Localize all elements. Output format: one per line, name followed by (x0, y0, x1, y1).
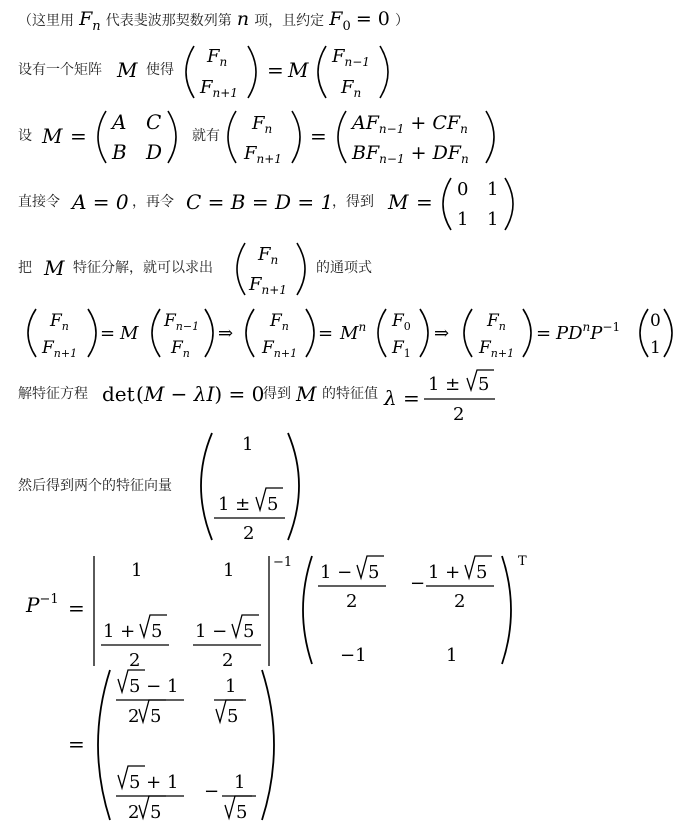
svg-text:Fn: $F_n$ (207, 46, 228, 69)
svg-text:=: = (318, 323, 334, 344)
svg-text:2: 2 (454, 591, 466, 612)
line7-text-get: 得到 (263, 386, 291, 402)
vector-Fn-Fn1 (228, 111, 300, 166)
intro-open: （这里用 (18, 13, 74, 29)
symbol-M: M (388, 190, 409, 214)
svg-text:Fn+1: $F_{n+1}$ (249, 274, 287, 297)
svg-text:=: = (68, 732, 85, 756)
svg-text:Fn+1: $F_{n+1}$ (42, 338, 78, 360)
intro-item: 项，且约定 (254, 13, 325, 29)
symbol-Fn: $F_n$ (79, 8, 101, 34)
svg-text:1: 1 (446, 645, 458, 666)
equals: = (70, 124, 87, 148)
line2-text-before: 设有一个矩阵 (18, 62, 102, 78)
svg-text:1 +: 1 + (428, 562, 461, 583)
svg-text:5: 5 (227, 706, 239, 727)
svg-text:F0: $F_0$ (392, 311, 411, 333)
line7-text-eig: 的特征值 (322, 386, 378, 402)
svg-text:1: 1 (242, 434, 254, 455)
transpose-mark: T (518, 554, 527, 569)
svg-text:Fn: $F_n$ (50, 311, 69, 333)
f0-value: = 0 (355, 8, 390, 30)
symbol-M: M (296, 382, 317, 406)
vector-Fn1-Fn (318, 46, 388, 100)
svg-text:D: D (146, 140, 163, 164)
svg-text:Fn−1: $F_{n-1}$ (332, 46, 370, 69)
svg-text:5: 5 (236, 802, 248, 823)
svg-text:2: 2 (128, 802, 140, 823)
svg-text:5: 5 (476, 562, 488, 583)
svg-text:Fn+1: $F_{n+1}$ (200, 77, 238, 100)
svg-text:⇒: ⇒ (218, 323, 234, 344)
svg-text:−1: −1 (273, 555, 293, 570)
svg-text:=: = (68, 596, 85, 620)
svg-text:Fn+1: $F_{n+1}$ (262, 338, 298, 360)
intro-mid: 代表斐波那契数列第 (105, 13, 232, 29)
svg-text:1 −: 1 − (195, 621, 228, 642)
p-inverse-equation (25, 554, 527, 671)
symbol-n: n (236, 8, 250, 30)
svg-text:0: 0 (457, 179, 469, 200)
svg-text:1 ±: 1 ± (428, 374, 461, 395)
svg-text:5: 5 (150, 706, 162, 727)
svg-text:⇒: ⇒ (434, 323, 450, 344)
svg-text:2: 2 (222, 650, 234, 671)
svg-text:0: 0 (650, 311, 661, 331)
svg-text:1 +: 1 + (103, 621, 136, 642)
equals: = (416, 190, 433, 214)
svg-text:M: M (120, 323, 139, 344)
vector-Fn-Fn1 (237, 243, 305, 297)
symbol-F0: $F_0$ (329, 8, 351, 34)
svg-text:2: 2 (453, 404, 465, 425)
svg-text:λ: λ (384, 386, 397, 410)
svg-text:5: 5 (150, 802, 162, 823)
svg-text:1: 1 (234, 772, 246, 793)
svg-text:−: − (204, 781, 220, 802)
svg-text:5: 5 (243, 621, 255, 642)
svg-text:1: 1 (487, 179, 499, 200)
symbol-M: M (117, 58, 138, 82)
line2-text-mid: 使得 (146, 62, 174, 78)
equals: = (310, 124, 327, 148)
svg-text:=: = (403, 386, 420, 410)
matrix-M-values (443, 178, 513, 230)
svg-text:1: 1 (131, 560, 143, 581)
det-label: det (102, 382, 135, 406)
svg-text:−1: −1 (340, 645, 367, 666)
svg-text:2: 2 (129, 650, 141, 671)
svg-text:P−1: $P^{-1}$ (26, 592, 59, 617)
svg-text:5: 5 (478, 374, 490, 395)
svg-text:5: 5 (151, 621, 163, 642)
intro-close: ） (395, 13, 409, 29)
svg-text:2: 2 (128, 706, 140, 727)
svg-text:Fn: $F_n$ (341, 77, 362, 100)
line8-text-vectors: 然后得到两个的特征向量 (18, 478, 172, 494)
vector-linear-combination (338, 111, 494, 166)
svg-text:B: B (112, 140, 127, 164)
svg-text:5 + 1: 5 + 1 (129, 772, 179, 793)
svg-text:Fn: $F_n$ (270, 311, 289, 333)
p-inverse-result (68, 670, 274, 823)
svg-text:1 ±: 1 ± (218, 494, 251, 515)
svg-text:Fn−1: $F_{n-1}$ (164, 311, 200, 333)
svg-text:PDnP−1: $PD^nP^{-1}$ (556, 320, 621, 344)
matrix-ABCD (98, 110, 176, 164)
derivation-chain (28, 309, 672, 360)
svg-text:Fn: $F_n$ (258, 244, 279, 267)
svg-text:Fn+1: $F_{n+1}$ (244, 143, 282, 166)
svg-text:2: 2 (243, 523, 255, 544)
equals: = (267, 58, 284, 82)
char-equation: (M − λI) = 0 (136, 382, 265, 406)
line5-text-ba: 把 (18, 260, 32, 276)
svg-text:1: 1 (223, 560, 235, 581)
symbol-M: M (42, 124, 63, 148)
svg-text:Mn: $M^n$ (340, 320, 367, 344)
svg-text:1: 1 (225, 676, 237, 697)
svg-text:=: = (100, 323, 116, 344)
svg-text:F1: $F_1$ (392, 338, 411, 360)
line3-text-then: 就有 (192, 128, 220, 144)
line7-text-solve: 解特征方程 (18, 386, 88, 402)
svg-text:1: 1 (457, 209, 469, 230)
svg-text:A: A (112, 110, 127, 134)
line5-text-decomp: 特征分解，就可以求出 (73, 260, 213, 276)
vector-Fn-Fn1 (186, 46, 256, 100)
symbol-M: M (44, 256, 65, 280)
symbol-M: M (288, 58, 309, 82)
svg-text:C: C (146, 110, 162, 134)
svg-text:2: 2 (346, 591, 358, 612)
line4-text-get: ，得到 (332, 194, 374, 210)
svg-text:1: 1 (487, 209, 499, 230)
svg-text:=: = (536, 323, 552, 344)
svg-text:Fn: $F_n$ (171, 338, 190, 360)
cbd-equals-one: C = B = D = 1 (186, 190, 334, 214)
svg-text:5: 5 (267, 494, 279, 515)
line5-text-general: 的通项式 (316, 260, 372, 276)
line3-text-set: 设 (18, 128, 32, 144)
eigenvector (201, 433, 299, 544)
eigenvalue (383, 370, 495, 425)
line4-text-again: ，再令 (132, 194, 174, 210)
svg-text:Fn+1: $F_{n+1}$ (479, 338, 515, 360)
svg-text:Fn: $F_n$ (252, 113, 273, 136)
line4-text-direct: 直接令 (18, 194, 60, 210)
svg-text:1: 1 (650, 338, 661, 358)
a-equals-zero: A = 0 (72, 190, 129, 214)
svg-text:BFn−1 + DFn: $BF_{n-1} + DF_n$ (352, 142, 469, 166)
svg-text:5 − 1: 5 − 1 (129, 676, 179, 697)
svg-text:5: 5 (368, 562, 380, 583)
svg-text:−: − (410, 573, 426, 594)
svg-text:1 −: 1 − (320, 562, 353, 583)
svg-text:Fn: $F_n$ (487, 311, 506, 333)
svg-text:AFn−1 + CFn: $AF_{n-1} + CF_n$ (352, 112, 468, 136)
